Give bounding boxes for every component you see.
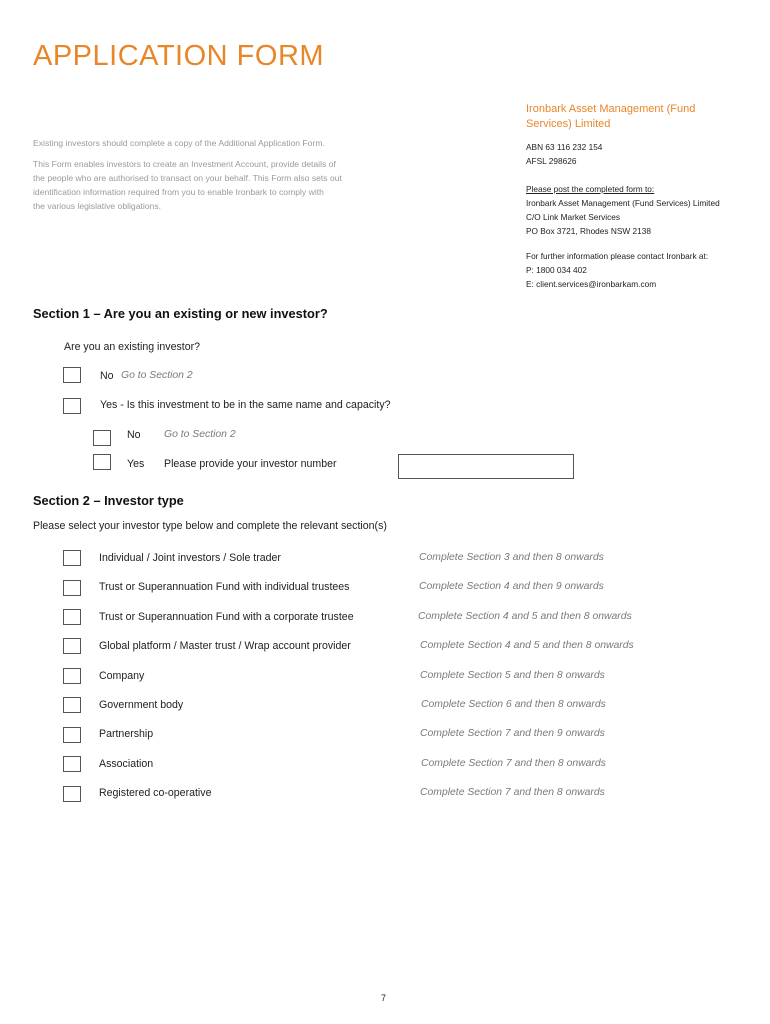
same-capacity-yes-checkbox[interactable] — [93, 454, 111, 470]
intro-existing-investors: Existing investors should complete a copy of the Additional Application Form. — [33, 138, 325, 148]
investor-type-label: Company — [99, 670, 145, 682]
investor-type-note: Complete Section 4 and 5 and then 8 onwards — [418, 611, 632, 622]
investor-type-label: Global platform / Master trust / Wrap account provider — [99, 640, 351, 652]
investor-type-checkbox[interactable] — [63, 668, 81, 684]
existing-no-note: Go to Section 2 — [121, 370, 193, 381]
existing-yes-label: Yes - Is this investment to be in the same name and capacity? — [100, 399, 391, 411]
investor-type-checkbox[interactable] — [63, 638, 81, 654]
same-capacity-no-checkbox[interactable] — [93, 430, 111, 446]
company-registration — [526, 140, 602, 168]
investor-type-note: Complete Section 6 and then 8 onwards — [421, 699, 606, 710]
investor-type-label: Government body — [99, 699, 184, 711]
intro-line: This Form enables investors to create an Investment Account, provide details of — [33, 159, 336, 169]
section2-title: Section 2 – Investor type — [33, 493, 184, 508]
contact-email: E: client.services@ironbarkam.com — [526, 279, 657, 289]
investor-type-checkbox[interactable] — [63, 727, 81, 743]
investor-type-note: Complete Section 3 and then 8 onwards — [419, 552, 604, 563]
investor-type-checkbox[interactable] — [63, 756, 81, 772]
post-heading: Please post the completed form to: — [526, 184, 655, 194]
investor-type-note: Complete Section 5 and then 8 onwards — [420, 670, 605, 681]
section1-title: Section 1 – Are you an existing or new investor? — [33, 306, 328, 321]
abn: ABN 63 116 232 154 — [526, 142, 603, 152]
contact-info — [526, 249, 708, 291]
existing-no-label: No — [100, 370, 114, 382]
afsl: AFSL 298626 — [526, 156, 577, 166]
investor-type-note: Complete Section 7 and then 8 onwards — [420, 787, 605, 798]
contact-phone: P: 1800 034 402 — [526, 265, 587, 275]
investor-type-label: Trust or Superannuation Fund with individual trustees — [99, 581, 350, 593]
investor-type-checkbox[interactable] — [63, 609, 81, 625]
same-capacity-no-label: No — [127, 429, 141, 441]
investor-type-checkbox[interactable] — [63, 580, 81, 596]
same-capacity-no-note: Go to Section 2 — [164, 429, 236, 440]
investor-type-label: Trust or Superannuation Fund with a corporate trustee — [99, 611, 354, 623]
existing-yes-checkbox[interactable] — [63, 398, 81, 414]
investor-type-checkbox[interactable] — [63, 550, 81, 566]
intro-line: identification information required from you to enable Ironbark to comply with — [33, 187, 324, 197]
post-line: Ironbark Asset Management (Fund Services) Limited — [526, 198, 720, 208]
intro-line: the people who are authorised to transact on your behalf. This Form also sets out — [33, 173, 342, 183]
investor-type-note: Complete Section 4 and 5 and then 8 onwards — [420, 640, 634, 651]
post-line: PO Box 3721, Rhodes NSW 2138 — [526, 226, 651, 236]
section2-instruction: Please select your investor type below and complete the relevant section(s) — [33, 520, 387, 532]
intro-description — [33, 157, 393, 213]
investor-number-prompt: Please provide your investor number — [164, 458, 337, 470]
section1-question: Are you an existing investor? — [64, 341, 201, 353]
investor-type-label: Registered co-operative — [99, 787, 212, 799]
company-name-line: Services) Limited — [526, 118, 611, 130]
investor-type-checkbox[interactable] — [63, 786, 81, 802]
investor-type-label: Individual / Joint investors / Sole trader — [99, 552, 281, 564]
postal-address — [526, 182, 720, 238]
same-capacity-yes-label: Yes — [127, 458, 145, 470]
page-number: 7 — [381, 993, 387, 1003]
investor-type-label: Partnership — [99, 728, 154, 740]
investor-type-note: Complete Section 7 and then 9 onwards — [420, 728, 605, 739]
intro-line: the various legislative obligations. — [33, 201, 162, 211]
contact-heading: For further information please contact Ironbark at: — [526, 251, 709, 261]
company-name — [526, 102, 736, 132]
investor-type-label: Association — [99, 758, 154, 770]
post-line: C/O Link Market Services — [526, 212, 621, 222]
existing-no-checkbox[interactable] — [63, 367, 81, 383]
page-title: APPLICATION FORM — [33, 40, 325, 72]
investor-number-field[interactable] — [398, 454, 574, 479]
investor-type-checkbox[interactable] — [63, 697, 81, 713]
company-name-line: Ironbark Asset Management (Fund — [526, 103, 696, 115]
investor-type-note: Complete Section 7 and then 8 onwards — [421, 758, 606, 769]
investor-type-note: Complete Section 4 and then 9 onwards — [419, 581, 604, 592]
